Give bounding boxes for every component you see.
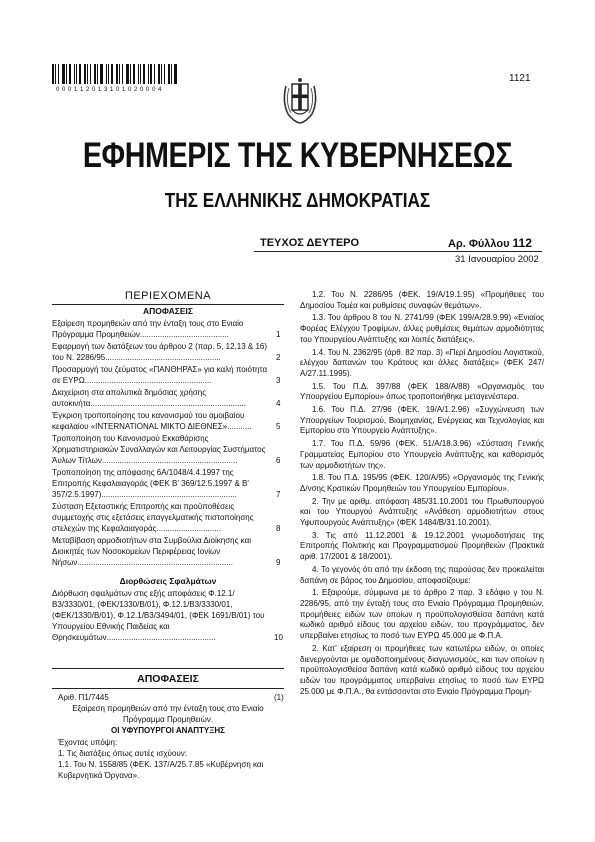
toc-item: Προσαρμογή του ζεύματος «ΠΑΝΘΗΡΑΣ» για καλή ποιότητα σε ΕΥΡΩ......................................................... bbox=[52, 365, 268, 385]
gazette-title: ΕΦΗΜΕΡΙΣ ΤΗΣ ΚΥΒΕΡΝΗΣΕΩΣ bbox=[82, 136, 513, 175]
barcode-bar bbox=[168, 64, 170, 84]
decision-body-right bbox=[300, 290, 544, 697]
toc-item: Έγκριση τροποποίησης του κανονισμού του αμοιβαίου κεφαλαίου «INTERNATIONAL ΜΙΚΤΟ ΔΙΕΘΝΕΣ»........... bbox=[52, 411, 252, 431]
decision-paragraph: 3. Τις από 11.12.2001 & 19.12.2001 γνωμοδοτήσεις της Επιτροπής Πολιτικής και Προγραμματισμού Προμηθειών (Πρακτικά αριθ. 17/2001 & 18/2001). bbox=[300, 530, 544, 562]
toc-item: Σύσταση Εξεταστικής Επιτροπής και προϋποθέσεις συμμετοχής στις εξετάσεις επαγγελματικής πιστοποίησης στελεχών της Κεφαλαιαγοράς............................. bbox=[52, 502, 254, 533]
decision-number: (1) bbox=[274, 693, 284, 702]
toc-page: 9 bbox=[276, 558, 281, 567]
barcode-bar bbox=[119, 64, 120, 84]
barcode-bar bbox=[111, 64, 113, 84]
barcode-bar bbox=[148, 64, 149, 84]
barcode-bar bbox=[74, 64, 75, 84]
contents-heading: ΠΕΡΙΕΧΟΜΕΝΑ bbox=[124, 290, 212, 302]
barcode-bar bbox=[90, 64, 91, 84]
sheet-number bbox=[448, 236, 532, 250]
barcode-bar bbox=[84, 64, 87, 84]
issue-label: ΤΕΥΧΟΣ ΔΕΥΤΕΡΟ bbox=[260, 237, 360, 249]
barcode-bar bbox=[94, 64, 96, 84]
barcode-bar bbox=[116, 64, 118, 84]
barcode-bar bbox=[79, 64, 81, 84]
decision-paragraph: 1.1. Του Ν. 1558/85 (ΦΕΚ. 137/Α/25.7.85 «Κυβέρνηση και Κυβερνητικά Όργανα». bbox=[58, 760, 264, 780]
barcode-bar bbox=[100, 64, 103, 84]
barcode-bar bbox=[122, 64, 123, 84]
decision-reference: Αριθ. Π1/7445 bbox=[58, 693, 109, 702]
toc-item: Εφαρμογή των διατάξεων του άρθρου 2 (παρ. 5, 12,13 & 16) του Ν. 2286/95.................................................... bbox=[52, 342, 268, 362]
header-rule bbox=[254, 251, 542, 252]
toc-item: Μεταβίβαση αρμοδιοτήτων στα Συμβούλια Διοίκησης και Διοικητές των Νοσοκομείων Περιφέρειας Ιονίων Νήσων...................................................................... bbox=[52, 536, 251, 567]
barcode-bar bbox=[62, 64, 65, 84]
barcode-bar bbox=[171, 64, 172, 84]
barcode-number: 0 0 0 1 1 2 0 1 3 1 0 1 0 2 0 0 0 4 bbox=[56, 87, 162, 93]
toc-page: 4 bbox=[276, 399, 281, 408]
decision-paragraph: 4. Το γεγονός ότι από την έκδοση της παρούσας δεν προκαλείται δαπάνη σε βάρος του Δημοσίου, αποφασίζουμε: bbox=[300, 564, 544, 585]
barcode-bar bbox=[164, 64, 165, 84]
corrections-heading: Διορθώσεις Σφαλμάτων bbox=[119, 576, 217, 586]
greek-coat-of-arms-icon bbox=[280, 76, 320, 124]
toc-item: Τροποποίηση της απόφασης 6Α/1048/4.4.1997 της Επιτροπής Κεφαλαιαγοράς (ΦΕΚ Β' 369/12.5.1997 & Β' 357/2.5.1997)............................................................. bbox=[52, 468, 249, 499]
decision-paragraph: 1.6. Του Π.Δ. 27/96 (ΦΕΚ. 19/Α/1.2.96) «Συγχώνευση των Υπουργείων Τουρισμού, Βιομηχανίας, Ενέργειας και Τεχνολογίας και Εμπορίου στο Υπουργείο Ανάπτυξης». bbox=[300, 405, 544, 436]
barcode-bar bbox=[55, 64, 56, 84]
barcode-bar bbox=[108, 64, 109, 84]
barcode-bar bbox=[161, 64, 162, 84]
page-number: 1121 bbox=[509, 73, 531, 84]
toc-page: 1 bbox=[276, 330, 281, 339]
barcode-bar bbox=[97, 64, 98, 84]
decision-paragraph: 1.7. Του Π.Δ. 59/96 (ΦΕΚ. 51/Α/18.3.96) «Σύσταση Γενικής Γραμματείας Εμπορίου στο Υπουργείο Ανάπτυξης και καθορισμός των αρμοδιοτήτων της». bbox=[300, 439, 544, 470]
decision-paragraph: 2. Την με αριθμ. απόφαση 485/31.10.2001 του Πρωθυπουργού και του Υπουργού Ανάπτυξης «Ανάθεση αρμοδιοτήτων στους Υφυπουργούς Ανάπτυξης» (ΦΕΚ 1484/Β/31.10.2001). bbox=[300, 496, 544, 528]
barcode-bar bbox=[106, 64, 107, 84]
decision-having: Έχοντας υπόψη: bbox=[58, 738, 118, 747]
toc-item: Εξαίρεση προμηθειών από την ένταξη τους στο Ενιαίο Πρόγραμμα Προμηθειών........................................ bbox=[52, 319, 244, 339]
toc-item: Τροποποίηση του Κανονισμού Εκκαθάρισης Χρηματιστηριακών Συναλλαγών και Λειτουργίας Συστήματος Άυλων Τίτλων............................................................. bbox=[52, 434, 266, 465]
barcode-bar bbox=[69, 64, 71, 84]
decision-paragraph: 1.4. Του Ν. 2362/95 (άρθ. 82 παρ. 3) «Περί Δημοσίου Λογιστικού, ελέγχου δαπανών του Κράτους και άλλες διατάξεις» (ΦΕΚ 247/Α/27.11.1995). bbox=[300, 347, 544, 378]
barcode-bar bbox=[66, 64, 67, 84]
barcode-bar bbox=[140, 64, 141, 84]
corrections-list bbox=[52, 588, 284, 648]
barcode-bar bbox=[58, 64, 59, 84]
barcode-bar bbox=[130, 64, 131, 84]
decision-paragraph: 2. Κατ' εξαίρεση οι προμήθειες των κατωτέρω ειδών, οι οποίες διενεργούνται με ομαδοποιημένους διαγωνισμούς, και των οποίων η προϋπολογισθείσα δαπάνη κατά κωδικό αριθμό είδους του αρχείου ειδών του προγράμματος υπερβαίνει ετησίως το ποσό των ΕΥΡΩ 25.000 με Φ.Π.Α., θα εντάσσονται στο Ενιαίο Πρόγραμμα Προμη- bbox=[300, 643, 544, 696]
decision-paragraph: 1. Τις διατάξεις όπως αυτές ισχύουν: bbox=[58, 749, 187, 758]
barcode-bar bbox=[126, 64, 129, 84]
decision-minister: ΟΙ ΥΦΥΠΟΥΡΓΟΙ ΑΝΑΠΤΥΞΗΣ bbox=[111, 726, 225, 735]
issue-date: 31 Ιανουαρίου 2002 bbox=[455, 254, 539, 265]
toc-page: 2 bbox=[276, 353, 281, 362]
barcode-bar bbox=[52, 64, 54, 84]
barcode-bar bbox=[150, 64, 153, 84]
contents-decisions-heading: ΑΠΟΦΑΣΕΙΣ bbox=[142, 306, 193, 316]
decisions-bottom-rule bbox=[52, 688, 284, 689]
toc-item: Διαχείριση στα απολυτικά δημόσιας χρήσης αυτοκινήτα...................................................................... bbox=[52, 388, 246, 408]
toc-page: 8 bbox=[276, 524, 281, 533]
contents-list bbox=[52, 318, 284, 568]
toc-page: 3 bbox=[276, 376, 281, 385]
toc-page: 6 bbox=[276, 456, 281, 465]
barcode-bar bbox=[174, 64, 177, 84]
decision-paragraph: 1.8. Του Π.Δ. 195/95 (ΦΕΚ. 120/Α/95) «Οργανισμός της Γενικής Δ/νσης Κρατικών Προμηθειών του Υπουργείου Εμπορίου». bbox=[300, 473, 544, 493]
barcode-bar bbox=[154, 64, 155, 84]
toc-item: Διόρθωση σφαλμάτων στις εξής αποφάσεις Φ.12.1/Β3/3330/01, (ΦΕΚ/1330/Β/01), Φ.12.1/Β3/3330/01, (ΦΕΚ/1330/Β/01), Φ.12.1/Β3/3494/01, (ΦΕΚ 1691/Β/01) του Υπουργείου Εθνικής Παιδείας και Θρησκευμάτων................................................. bbox=[52, 589, 265, 642]
sheet-number-value: 112 bbox=[512, 236, 532, 250]
decisions-top-rule bbox=[52, 668, 284, 669]
toc-page: 7 bbox=[276, 490, 281, 499]
toc-page: 10 bbox=[274, 633, 283, 642]
decision-paragraph: 1.2. Του Ν. 2286/95 (ΦΕΚ. 19/Α/19.1.95) «Προμήθειες του Δημοσίου Τομέα και ρυθμίσεις συναφών θεμάτων». bbox=[300, 290, 544, 310]
barcode-bar bbox=[138, 64, 139, 84]
barcode-bar bbox=[76, 64, 77, 84]
decision-paragraph: 1. Εξαιρούμε, σύμφωνα με το άρθρο 2 παρ. 3 εδάφιο γ του Ν. 2286/95, από την ένταξή τους στο Ενιαίο Πρόγραμμα Προμηθειών, προμήθειες ειδών των οποίων η προϋπολογισθείσα δαπάνη κατά κωδικό αριθμό είδους του αρχείου ειδών, του προγράμματος, δεν υπερβαίνει ετησίως το ποσό των ΕΥΡΩ 45.000 με Φ.Π.Α. bbox=[300, 588, 544, 641]
barcode-bar bbox=[133, 64, 135, 84]
toc-page: 5 bbox=[276, 422, 281, 431]
decision-subject: Εξαίρεση προμηθειών από την ένταξη τους στο Ενιαίο Πρόγραμμα Προμηθειών. bbox=[72, 704, 264, 724]
contents-rule bbox=[52, 304, 284, 305]
barcode-bar bbox=[158, 64, 160, 84]
decision-paragraph: 1.3. Του άρθρου 8 του Ν. 2741/99 (ΦΕΚ 199/Α/28.9.99) «Ενιαίος Φορέας Ελέγχου Τροφίμων, άλλες ρυθμίσεις θεμάτων αρμοδιότητας του Υπουργείου Ανάπτυξης και λοιπές διατάξεις». bbox=[300, 313, 544, 344]
sheet-label: Αρ. Φύλλου bbox=[448, 238, 510, 250]
gazette-subtitle: ΤΗΣ ΕΛΛΗΝΙΚΗΣ ΔΗΜΟΚΡΑΤΙΑΣ bbox=[164, 190, 431, 212]
barcode-bar bbox=[87, 64, 88, 84]
decision-paragraph: 1.5. Του Π.Δ. 397/88 (ΦΕΚ 188/Α/88) «Οργανισμός του Υπουργείου Εμπορίου» όπως τροποποιήθηκε μεταγενέστερα. bbox=[300, 381, 544, 402]
decisions-heading: ΑΠΟΦΑΣΕΙΣ bbox=[137, 673, 199, 685]
barcode bbox=[52, 64, 180, 84]
barcode-bar bbox=[143, 64, 145, 84]
